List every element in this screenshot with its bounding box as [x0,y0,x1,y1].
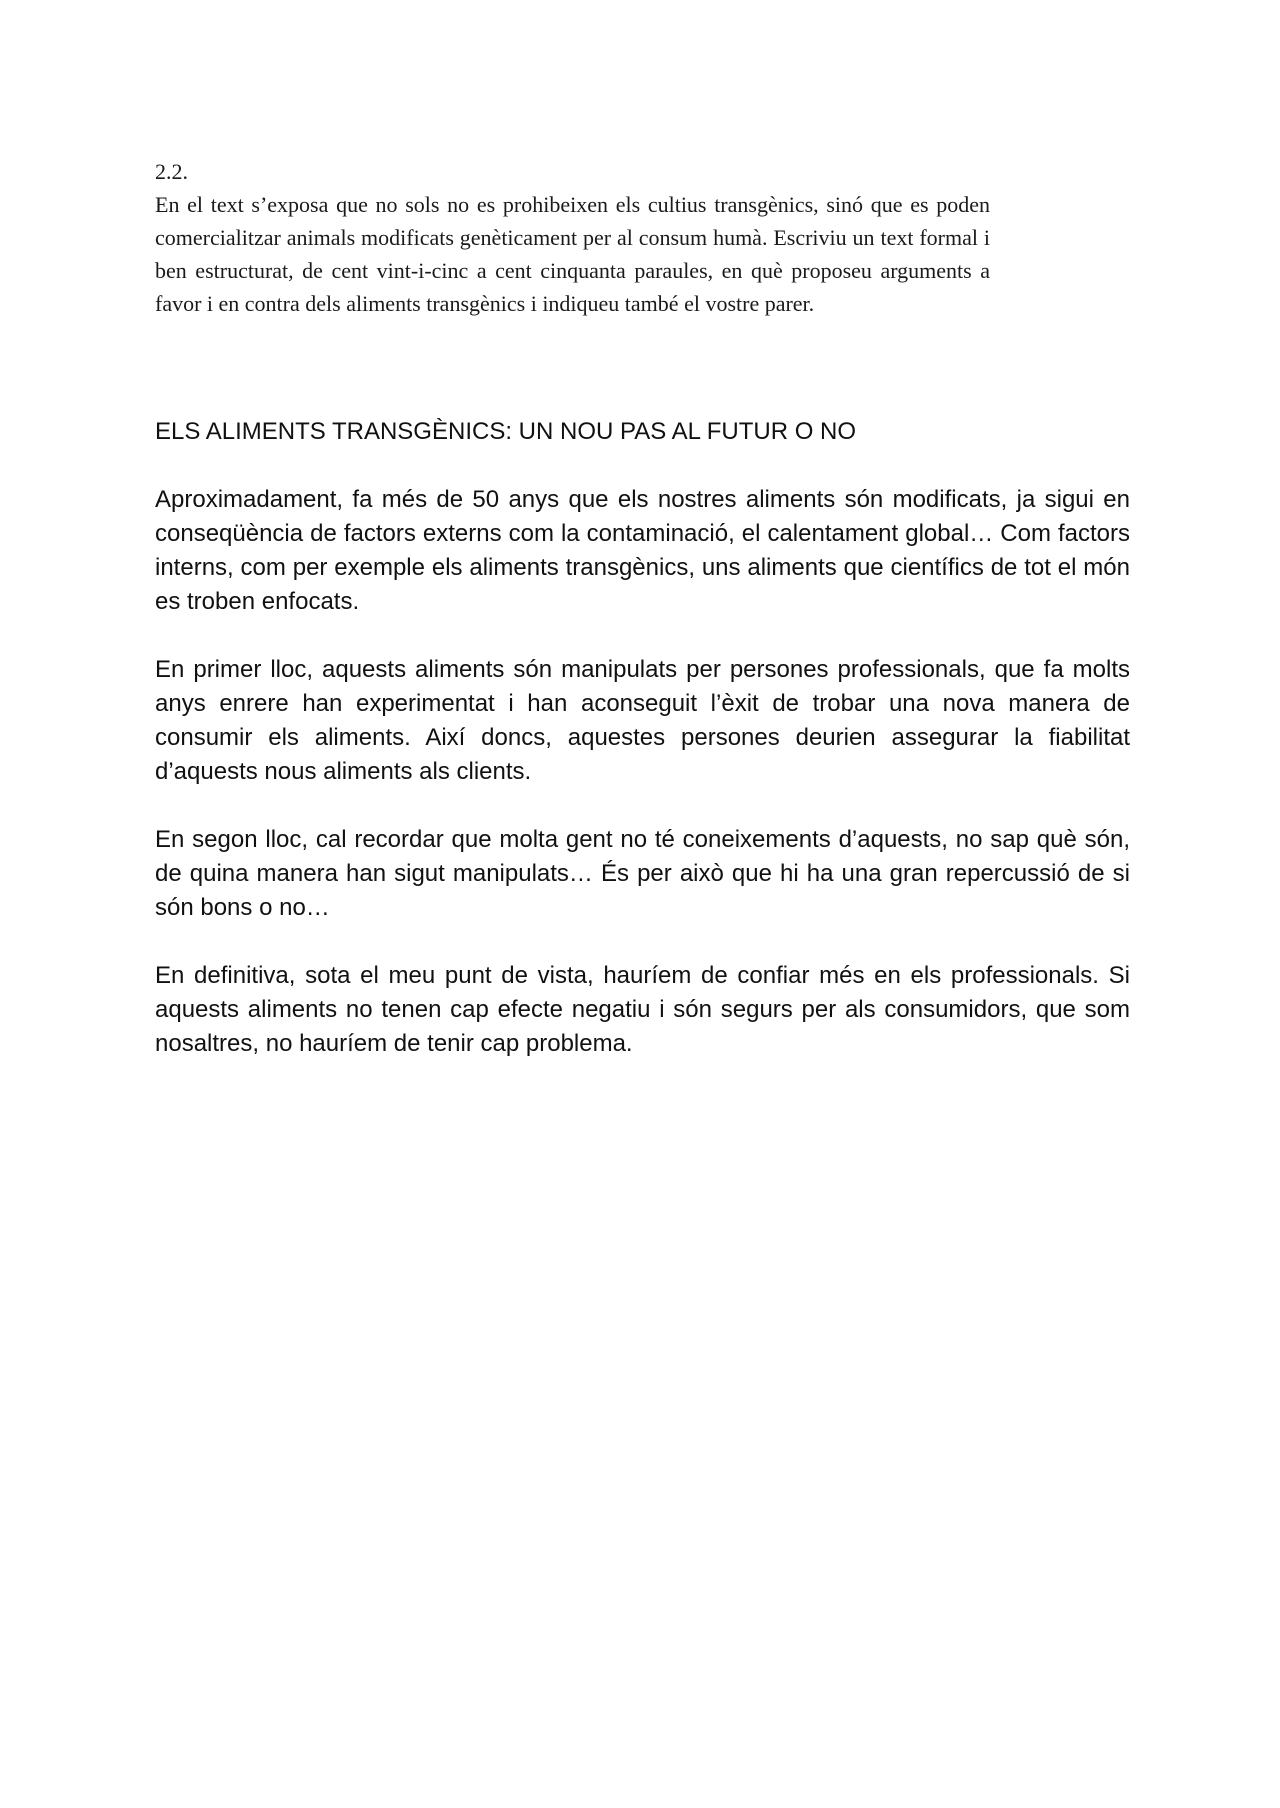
question-number: 2.2. [155,159,188,184]
essay-paragraph-4: En definitiva, sota el meu punt de vista, hauríem de confiar més en els professionals. Si aquests aliments no tenen cap efecte negatiu i són segurs per als consumidors, que som nosaltres, no hauríem de tenir cap problema. [155,962,1130,1057]
essay-answer [155,415,1130,1095]
essay-paragraph-1: Aproximadament, fa més de 50 anys que els nostres aliments són modificats, ja sigui en conseqüència de factors externs com la contaminació, el calentament global… Com factors interns, com per exemple els aliments transgènics, uns aliments que científics de tot el món es troben enfocats. [155,486,1130,615]
essay-title: ELS ALIMENTS TRANSGÈNICS: UN NOU PAS AL FUTUR O NO [155,418,857,445]
essay-paragraph-2: En primer lloc, aquests aliments són manipulats per persones professionals, que fa molts anys enrere han experimentat i han aconseguit l’èxit de trobar una nova manera de consumir els aliments. Així doncs, aquestes persones deurien assegurar la fiabilitat d’aquests nous aliments als clients. [155,656,1130,785]
question-text: En el text s’exposa que no sols no es prohibeixen els cultius transgènics, sinó que es poden comercialitzar animals modificats genèticament per al consum humà. Escriviu un text formal i ben estructurat, de cent vint-i-cinc a cent cinquanta paraules, en què proposeu arguments a favor i en contra dels aliments transgènics i indiqueu també el vostre parer. [155,192,990,316]
exercise-prompt [155,155,990,320]
essay-paragraph-3: En segon lloc, cal recordar que molta gent no té coneixements d’aquests, no sap què són, de quina manera han sigut manipulats… És per això que hi ha una gran repercussió de si són bons o no… [155,826,1130,921]
